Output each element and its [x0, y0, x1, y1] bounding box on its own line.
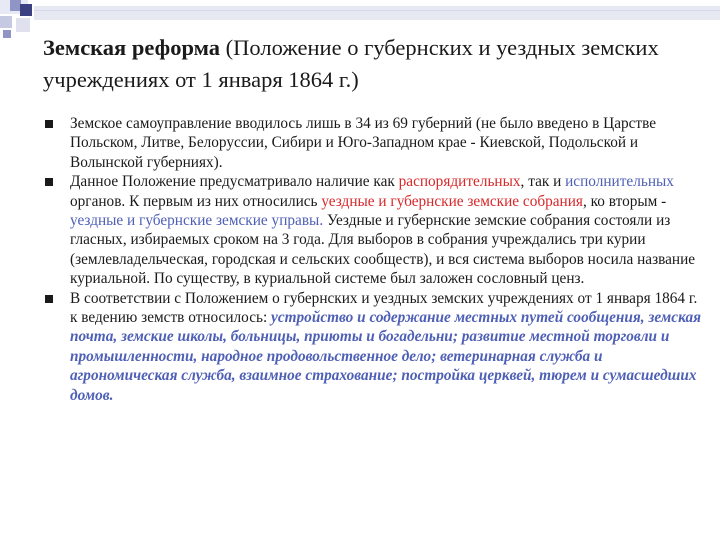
bullet-text: Уездные и губернские земские собрания состояли из гласных, избираемых сроком на 3 года. Для выборов в собрания учреждались три курии (землевладельческая, городская и сельских сообществ), и вся система выборов носила название куриальной. По существу, в куриальной системе был заложен сословный ценз. [70, 212, 696, 288]
bullet-item [44, 289, 704, 405]
square-bullet-icon [45, 295, 53, 303]
bullet-list [44, 114, 704, 405]
highlight-red: уездные и губернские земские собрания [321, 192, 583, 210]
bullet-text: органов. К первым из них относились [70, 192, 322, 210]
bullet-text: Данное Положение предусматривало наличие как [70, 173, 399, 191]
square-bullet-icon [45, 178, 53, 186]
square-bullet-icon [45, 120, 53, 128]
title-bold: Земская реформа [43, 35, 221, 60]
slide-title [43, 32, 703, 96]
bullet-text: Земское самоуправление вводилось лишь в 34 из 69 губерний (не было введено в Царстве Польском, Литве, Белоруссии, Сибири и Юго-Западном крае - Киевской, Подольской и Волынской губерниях). [70, 115, 657, 171]
highlight-red: распорядительных [398, 173, 521, 191]
bullet-text: , так и [520, 173, 566, 191]
bullet-item [44, 114, 704, 172]
title-rest: (Положение о губернских и уездных земских учреждениях от 1 января 1864 г.) [43, 35, 659, 92]
highlight-blue: исполнительных [565, 173, 674, 191]
bullet-text: , ко вторым - [582, 192, 667, 210]
bullet-text: В соответствии с Положением о губернских и уездных земских учреждениях от 1 января 1864 г. к ведению земств относилось: [70, 289, 698, 327]
highlight-blue: уездные и губернские земские управы. [70, 212, 324, 230]
bullet-item [44, 172, 704, 288]
highlight-italic-list: устройство и содержание местных путей сообщения, земская почта, земские школы, больницы, приюты и богадельни; развитие местной торговли и промышленности, народное продовольственное дело; ветеринарная служба и агрономическая служба, взаимное страхование; постройка церквей, тюрем и сумасшедших домов. [70, 309, 701, 404]
